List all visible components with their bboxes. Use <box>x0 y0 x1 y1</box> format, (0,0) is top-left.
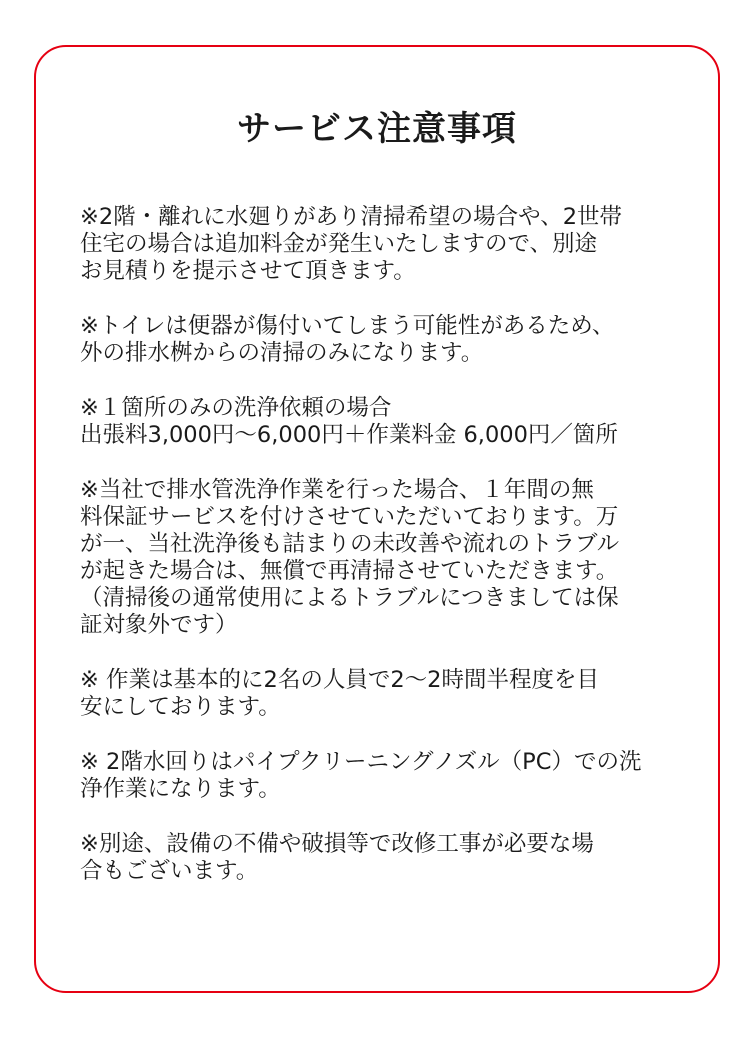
note-line: ※ 作業は基本的に2名の人員で2〜2時間半程度を目 <box>80 667 599 693</box>
note-line: ※当社で排水管洗浄作業を行った場合、１年間の無 <box>80 477 594 503</box>
note-line: 住宅の場合は追加料金が発生いたしますので、別途 <box>80 231 598 257</box>
note-line: が起きた場合は、無償で再清掃させていただきます。 <box>80 558 619 584</box>
note-line: （清掃後の通常使用によるトラブルにつきましては保 <box>80 585 619 611</box>
note-repair-work <box>80 831 690 885</box>
note-line: お見積りを提示させて頂きます。 <box>80 258 416 284</box>
note-line: が一、当社洗浄後も詰まりの未改善や流れのトラブル <box>80 531 620 557</box>
note-line: 安にしております。 <box>80 694 281 720</box>
page-title: サービス注意事項 <box>237 109 517 149</box>
notice-body <box>80 204 690 913</box>
note-toilet <box>80 313 690 367</box>
note-staffing <box>80 667 690 721</box>
note-line: 外の排水桝からの清掃のみになります。 <box>80 340 484 366</box>
note-line: ※ 2階水回りはパイプクリーニングノズル（PC）での洗 <box>80 749 642 775</box>
note-line: 証対象外です） <box>80 612 238 638</box>
note-line: ※１箇所のみの洗浄依頼の場合 <box>80 395 392 421</box>
note-single-location-fee <box>80 395 690 449</box>
note-line: ※2階・離れに水廻りがあり清掃希望の場合や、2世帯 <box>80 204 623 230</box>
note-warranty <box>80 477 690 639</box>
note-line: 出張料3,000円〜6,000円＋作業料金 6,000円／箇所 <box>80 422 618 448</box>
note-upstairs-nozzle <box>80 749 690 803</box>
note-second-floor-fee <box>80 204 690 285</box>
note-line: ※別途、設備の不備や破損等で改修工事が必要な場 <box>80 831 594 857</box>
note-line: 合もございます。 <box>80 858 259 884</box>
note-line: ※トイレは便器が傷付いてしまう可能性があるため、 <box>80 313 615 339</box>
note-line: 料保証サービスを付けさせていただいております。万 <box>80 504 619 530</box>
note-line: 浄作業になります。 <box>80 776 281 802</box>
